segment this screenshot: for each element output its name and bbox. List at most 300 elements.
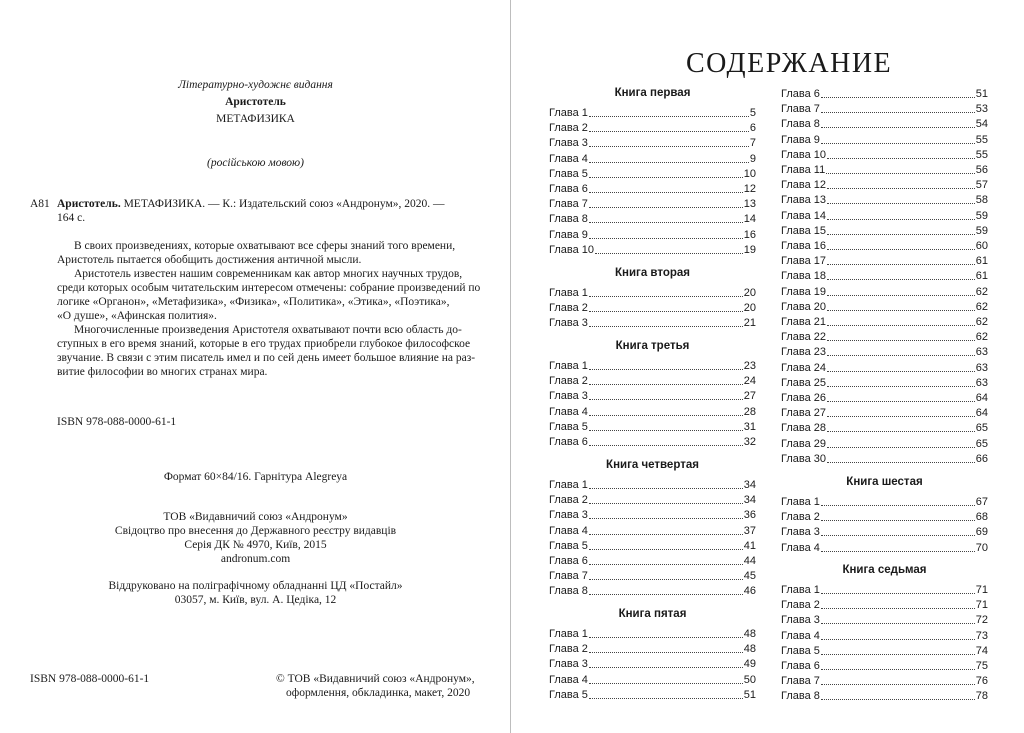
toc-entry[interactable]: [781, 177, 988, 192]
toc-page-number: 37: [743, 524, 756, 537]
toc-chapter-label: Глава 4: [781, 629, 820, 642]
toc-page-number: 48: [743, 643, 756, 656]
toc-entry[interactable]: [781, 360, 988, 375]
toc-dot-leader: [827, 234, 975, 235]
toc-chapter-label: Глава 3: [549, 509, 588, 522]
toc-page-number: 59: [975, 209, 988, 222]
toc-entry[interactable]: [781, 223, 988, 238]
toc-entry[interactable]: [549, 568, 756, 583]
imprint-page: [0, 0, 511, 733]
toc-entry[interactable]: [549, 404, 756, 419]
toc-entry[interactable]: [781, 688, 988, 703]
toc-dot-leader: [589, 326, 743, 327]
toc-page-number: 62: [975, 300, 988, 313]
toc-entry[interactable]: [549, 358, 756, 373]
publisher-line: Серія ДК № 4970, Київ, 2015: [184, 539, 327, 551]
abstract-line: Аристотель пытается обобщить достижения античной мысли.: [57, 254, 362, 266]
toc-dot-leader: [589, 238, 743, 239]
toc-chapter-label: Глава 3: [549, 137, 588, 150]
toc-entry[interactable]: [781, 116, 988, 131]
toc-dot-leader: [821, 684, 975, 685]
toc-page-number: 71: [975, 599, 988, 612]
toc-entry[interactable]: [781, 253, 988, 268]
toc-chapter-label: Глава 1: [549, 360, 588, 372]
toc-chapter-label: Глава 7: [549, 570, 588, 583]
toc-chapter-label: Глава 17: [781, 255, 827, 268]
toc-page-number: 54: [975, 118, 988, 131]
toc-entry[interactable]: [549, 523, 756, 538]
toc-book-title: Книга четвертая: [606, 459, 699, 471]
toc-dot-leader: [827, 219, 975, 220]
toc-page-number: 62: [975, 285, 988, 298]
toc-entry[interactable]: [549, 166, 756, 181]
toc-page-number: 62: [975, 331, 988, 344]
toc-dot-leader: [595, 253, 743, 254]
abstract-line: В своих произведениях, которые охватывают все сферы знаний того времени,: [74, 240, 456, 252]
toc-page-number: 69: [975, 526, 988, 539]
toc-entry[interactable]: [781, 162, 988, 177]
toc-dot-leader: [589, 131, 749, 132]
toc-entry[interactable]: [781, 612, 988, 627]
toc-chapter-label: Глава 28: [781, 422, 827, 435]
toc-dot-leader: [589, 399, 743, 400]
toc-entry[interactable]: [549, 672, 756, 687]
toc-page-number: 64: [975, 407, 988, 420]
toc-page-number: 62: [975, 316, 988, 328]
toc-page-number: 73: [975, 629, 988, 642]
toc-page-number: 61: [975, 270, 988, 283]
toc-dot-leader: [589, 192, 743, 193]
biblio-details: МЕТАФИЗИКА. — К.: Издательский союз «Андронум», 2020. —: [120, 198, 445, 210]
toc-entry[interactable]: [549, 583, 756, 598]
toc-dot-leader: [589, 518, 743, 519]
toc-page-number: 53: [975, 103, 988, 116]
toc-dot-leader: [821, 699, 975, 700]
abstract-line: среди которых особым читательским интересом отмечены: собрание произведений по: [57, 282, 481, 294]
toc-dot-leader: [827, 462, 975, 463]
toc-dot-leader: [821, 535, 975, 536]
toc-page-number: 32: [743, 436, 756, 448]
toc-page-number: 10: [743, 167, 756, 180]
toc-page-number: 27: [743, 390, 756, 403]
toc-chapter-label: Глава 6: [781, 660, 820, 672]
toc-entry[interactable]: [781, 494, 988, 509]
toc-chapter-label: Глава 15: [781, 224, 827, 237]
toc-chapter-label: Глава 8: [781, 118, 820, 131]
toc-dot-leader: [821, 669, 975, 670]
toc-chapter-label: Глава 12: [781, 179, 827, 192]
toc-dot-leader: [821, 520, 975, 521]
toc-page-number: 19: [743, 243, 756, 256]
abstract-line: Аристотель известен нашим современникам как автор многих научных трудов,: [74, 268, 463, 280]
toc-book-title: Книга пятая: [618, 608, 687, 620]
toc-entry[interactable]: [781, 509, 988, 524]
toc-dot-leader: [827, 310, 975, 311]
toc-chapter-label: Глава 3: [549, 658, 588, 671]
toc-entry[interactable]: [781, 390, 988, 405]
toc-page-number: 75: [975, 660, 988, 672]
toc-dot-leader: [589, 564, 743, 565]
toc-page-number: 65: [975, 437, 988, 450]
toc-chapter-label: Глава 3: [781, 526, 820, 539]
toc-chapter-label: Глава 9: [549, 228, 588, 241]
toc-chapter-label: Глава 7: [781, 675, 820, 688]
toc-chapter-label: Глава 27: [781, 407, 827, 420]
toc-chapter-label: Глава 8: [549, 585, 588, 598]
copyright-line: © ТОВ «Видавничий союз «Андронум»,: [276, 673, 475, 685]
toc-dot-leader: [589, 683, 743, 684]
toc-entry[interactable]: [549, 285, 756, 300]
toc-chapter-label: Глава 2: [549, 643, 588, 656]
toc-dot-leader: [821, 112, 975, 113]
toc-entry[interactable]: [549, 151, 756, 166]
toc-dot-leader: [821, 593, 975, 594]
toc-chapter-label: Глава 4: [781, 541, 820, 554]
toc-dot-leader: [821, 623, 975, 624]
toc-chapter-label: Глава 2: [549, 302, 588, 315]
toc-dot-leader: [589, 369, 743, 370]
toc-dot-leader: [821, 639, 975, 640]
toc-page-number: 61: [975, 255, 988, 268]
toc-dot-leader: [589, 445, 743, 446]
toc-dot-leader: [821, 654, 975, 655]
toc-dot-leader: [827, 295, 975, 296]
toc-chapter-label: Глава 24: [781, 361, 827, 374]
toc-chapter-label: Глава 3: [781, 614, 820, 627]
toc-chapter-label: Глава 1: [549, 107, 588, 119]
toc-entry[interactable]: [549, 373, 756, 388]
toc-page-number: 63: [975, 346, 988, 359]
toc-entry[interactable]: [781, 628, 988, 643]
toc-chapter-label: Глава 10: [549, 243, 595, 256]
toc-dot-leader: [821, 97, 975, 98]
toc-entry[interactable]: [549, 641, 756, 656]
toc-chapter-label: Глава 4: [549, 152, 588, 165]
toc-entry[interactable]: [549, 492, 756, 507]
toc-chapter-label: Глава 20: [781, 300, 827, 313]
toc-chapter-label: Глава 26: [781, 392, 827, 404]
toc-chapter-label: Глава 7: [781, 103, 820, 116]
toc-entry[interactable]: [781, 582, 988, 597]
toc-chapter-label: Глава 9: [781, 133, 820, 146]
toc-dot-leader: [589, 652, 743, 653]
toc-chapter-label: Глава 5: [549, 688, 588, 701]
toc-entry[interactable]: [781, 643, 988, 658]
toc-chapter-label: Глава 5: [549, 539, 588, 552]
toc-dot-leader: [827, 325, 975, 326]
toc-dot-leader: [821, 551, 975, 552]
toc-chapter-label: Глава 7: [549, 198, 588, 211]
toc-chapter-label: Глава 5: [549, 167, 588, 180]
abstract-line: звучание. В связи с этим писатель имел и по сей день имеет большое влияние на раз-: [57, 352, 476, 364]
toc-entry[interactable]: [781, 284, 988, 299]
toc-chapter-label: Глава 6: [549, 555, 588, 567]
toc-dot-leader: [827, 371, 975, 372]
toc-entry[interactable]: [549, 196, 756, 211]
toc-entry[interactable]: [781, 314, 988, 329]
toc-dot-leader: [827, 264, 975, 265]
abstract-line: Многочисленные произведения Аристотеля охватывают почти всю область до-: [74, 324, 462, 336]
toc-entry[interactable]: [549, 315, 756, 330]
page-divider: [510, 0, 511, 733]
isbn-main: ISBN 978-088-0000-61-1: [57, 416, 177, 428]
toc-dot-leader: [589, 637, 743, 638]
toc-entry[interactable]: [781, 101, 988, 116]
toc-dot-leader: [589, 415, 743, 416]
toc-entry[interactable]: [781, 673, 988, 688]
toc-dot-leader: [826, 173, 975, 174]
book-title: МЕТАФИЗИКА: [216, 113, 295, 125]
toc-entry[interactable]: [781, 540, 988, 555]
toc-entry[interactable]: [781, 192, 988, 207]
toc-entry[interactable]: [549, 419, 756, 434]
toc-chapter-label: Глава 23: [781, 346, 827, 359]
toc-chapter-label: Глава 6: [549, 436, 588, 448]
toc-dot-leader: [589, 311, 743, 312]
toc-entry[interactable]: [549, 135, 756, 150]
toc-entry[interactable]: [781, 299, 988, 314]
toc-dot-leader: [589, 594, 743, 595]
toc-chapter-label: Глава 8: [781, 690, 820, 703]
toc-entry[interactable]: [781, 420, 988, 435]
toc-dot-leader: [827, 249, 975, 250]
toc-dot-leader: [589, 296, 743, 297]
language-note: (російською мовою): [206, 157, 304, 169]
toc-book-title: Книга шестая: [846, 476, 923, 488]
toc-page-number: 16: [743, 228, 756, 241]
copyright-line: оформлення, обкладинка, макет, 2020: [286, 687, 471, 699]
toc-entry[interactable]: [549, 105, 756, 120]
printer-line: Віддруковано на поліграфічному обладнанні ЦД «Постайл»: [108, 580, 403, 592]
toc-book-title: Книга третья: [615, 340, 690, 352]
toc-dot-leader: [589, 116, 749, 117]
toc-entry[interactable]: [549, 507, 756, 522]
toc-chapter-label: Глава 16: [781, 240, 827, 252]
toc-chapter-label: Глава 25: [781, 376, 827, 389]
toc-page-number: 59: [975, 224, 988, 237]
toc-entry[interactable]: [549, 553, 756, 568]
biblio-author: Аристотель.: [57, 198, 121, 210]
toc-entry[interactable]: [781, 268, 988, 283]
toc-entry[interactable]: [781, 451, 988, 466]
toc-dot-leader: [589, 430, 743, 431]
toc-page-number: 56: [975, 164, 988, 176]
toc-chapter-label: Глава 29: [781, 437, 827, 450]
toc-entry[interactable]: [781, 405, 988, 420]
toc-chapter-label: Глава 13: [781, 194, 827, 207]
abstract-line: ступных в его время знаний, которые в его трудах приобрели глубокое философское: [57, 338, 471, 350]
toc-dot-leader: [589, 534, 743, 535]
toc-entry[interactable]: [781, 436, 988, 451]
toc-dot-leader: [589, 488, 743, 489]
toc-entry[interactable]: [781, 132, 988, 147]
toc-entry[interactable]: [549, 626, 756, 641]
toc-dot-leader: [827, 340, 975, 341]
toc-page-number: 74: [975, 644, 988, 657]
toc-entry[interactable]: [781, 147, 988, 162]
toc-entry[interactable]: [549, 181, 756, 196]
publisher-line: andronum.com: [220, 553, 291, 565]
toc-chapter-label: Глава 30: [781, 452, 827, 465]
toc-page-number: 24: [743, 375, 756, 388]
toc-page-number: 20: [743, 287, 756, 299]
toc-chapter-label: Глава 5: [781, 644, 820, 657]
toc-chapter-label: Глава 4: [549, 673, 588, 686]
toc-entry[interactable]: [549, 211, 756, 226]
toc-page-number: 60: [975, 240, 988, 252]
toc-dot-leader: [589, 549, 743, 550]
toc-entry[interactable]: [549, 538, 756, 553]
toc-page-number: 68: [975, 511, 988, 524]
toc-chapter-label: Глава 2: [549, 375, 588, 388]
toc-dot-leader: [827, 447, 975, 448]
toc-dot-leader: [589, 667, 743, 668]
toc-page-number: 34: [743, 494, 756, 507]
toc-book-title: Книга первая: [614, 87, 691, 99]
toc-dot-leader: [827, 203, 975, 204]
publisher-line: Свідоцтво про внесення до Державного реєстру видавців: [114, 525, 397, 537]
toc-chapter-label: Глава 21: [781, 316, 827, 328]
toc-page-number: 12: [743, 183, 756, 195]
toc-page-number: 45: [743, 570, 756, 583]
toc-dot-leader: [589, 503, 743, 504]
toc-page-number: 65: [975, 422, 988, 435]
toc-dot-leader: [821, 143, 975, 144]
toc-page-number: 41: [743, 539, 756, 552]
toc-page-number: 55: [975, 148, 988, 161]
bibliographic-line: [57, 197, 445, 211]
toc-chapter-label: Глава 4: [549, 405, 588, 418]
toc-page-number: 6: [749, 122, 756, 135]
toc-dot-leader: [827, 355, 975, 356]
toc-page-number: 20: [743, 302, 756, 315]
toc-entry[interactable]: [549, 300, 756, 315]
toc-dot-leader: [827, 416, 975, 417]
toc-dot-leader: [589, 177, 743, 178]
catalog-code: А81: [30, 198, 50, 210]
toc-dot-leader: [589, 146, 749, 147]
abstract-line: «О душе», «Афинская полития».: [57, 310, 217, 322]
toc-entry[interactable]: [549, 477, 756, 492]
toc-page-number: 23: [743, 360, 756, 372]
toc-dot-leader: [827, 431, 975, 432]
toc-chapter-label: Глава 1: [549, 628, 588, 640]
toc-entry[interactable]: [549, 242, 756, 257]
toc-dot-leader: [827, 279, 975, 280]
toc-chapter-label: Глава 19: [781, 285, 827, 298]
toc-dot-leader: [589, 222, 743, 223]
format-line: Формат 60×84/16. Гарнітура Alegreya: [163, 471, 348, 483]
toc-entry[interactable]: [549, 388, 756, 403]
toc-page-number: 67: [975, 496, 988, 508]
toc-chapter-label: Глава 2: [549, 494, 588, 507]
toc-dot-leader: [589, 207, 743, 208]
biblio-pages: 164 с.: [57, 212, 86, 224]
toc-page-number: 51: [975, 88, 988, 100]
toc-page-number: 13: [743, 198, 756, 211]
abstract-line: витие философии во многих странах мира.: [57, 366, 268, 378]
author-name: Аристотель: [225, 96, 286, 108]
toc-entry[interactable]: [781, 329, 988, 344]
toc-book-title: Книга седьмая: [842, 564, 927, 576]
toc-book-title: Книга вторая: [615, 267, 690, 279]
toc-chapter-label: Глава 4: [549, 524, 588, 537]
toc-page-number: 78: [975, 690, 988, 703]
toc-page-number: 63: [975, 361, 988, 374]
toc-dot-leader: [827, 158, 975, 159]
toc-page-number: 63: [975, 376, 988, 389]
toc-entry[interactable]: [781, 238, 988, 253]
toc-chapter-label: Глава 1: [781, 496, 820, 508]
toc-chapter-label: Глава 2: [781, 599, 820, 612]
printer-line: 03057, м. Київ, вул. А. Цедіка, 12: [174, 594, 337, 606]
toc-page-number: 34: [743, 479, 756, 491]
toc-entry[interactable]: [781, 375, 988, 390]
toc-chapter-label: Глава 22: [781, 331, 827, 344]
toc-entry[interactable]: [781, 208, 988, 223]
toc-page-number: 5: [749, 107, 756, 119]
toc-chapter-label: Глава 1: [781, 584, 820, 596]
toc-entry[interactable]: [549, 227, 756, 242]
toc-chapter-label: Глава 11: [781, 164, 826, 176]
toc-chapter-label: Глава 1: [549, 479, 588, 491]
toc-page-number: 7: [749, 137, 756, 150]
toc-page-number: 71: [975, 584, 988, 596]
toc-page-number: 21: [743, 317, 756, 330]
toc-chapter-label: Глава 8: [549, 213, 588, 226]
toc-page-number: 48: [743, 628, 756, 640]
toc-dot-leader: [589, 579, 743, 580]
toc-entry[interactable]: [781, 344, 988, 359]
toc-chapter-label: Глава 3: [549, 390, 588, 403]
toc-dot-leader: [821, 127, 975, 128]
abstract-line: логике «Органон», «Метафизика», «Физика», «Политика», «Этика», «Поэтика»,: [57, 296, 450, 308]
toc-page-number: 46: [743, 585, 756, 598]
toc-dot-leader: [821, 608, 975, 609]
toc-page-number: 66: [975, 452, 988, 465]
toc-page-number: 64: [975, 392, 988, 404]
genre-line: Літературно-художнє видання: [178, 79, 333, 91]
toc-entry[interactable]: [781, 658, 988, 673]
publisher-line: ТОВ «Видавничий союз «Андронум»: [163, 511, 348, 523]
toc-page-number: 49: [743, 658, 756, 671]
toc-entry[interactable]: [549, 120, 756, 135]
toc-entry[interactable]: [781, 86, 988, 101]
toc-chapter-label: Глава 2: [781, 511, 820, 524]
toc-page-number: 55: [975, 133, 988, 146]
toc-chapter-label: Глава 2: [549, 122, 588, 135]
toc-dot-leader: [827, 401, 975, 402]
toc-page-number: 14: [743, 213, 756, 226]
isbn-footer: ISBN 978-088-0000-61-1: [30, 673, 150, 685]
contents-title: СОДЕРЖАНИЕ: [686, 48, 893, 79]
toc-entry[interactable]: [781, 597, 988, 612]
toc-chapter-label: Глава 14: [781, 209, 827, 222]
toc-page-number: 70: [975, 541, 988, 554]
toc-chapter-label: Глава 5: [549, 420, 588, 433]
toc-entry[interactable]: [549, 434, 756, 449]
toc-entry[interactable]: [549, 656, 756, 671]
toc-page-number: 9: [749, 152, 756, 165]
toc-chapter-label: Глава 6: [549, 183, 588, 195]
toc-dot-leader: [589, 162, 749, 163]
toc-entry[interactable]: [549, 687, 756, 702]
toc-page-number: 28: [743, 405, 756, 418]
toc-page-number: 58: [975, 194, 988, 207]
toc-entry[interactable]: [781, 524, 988, 539]
toc-page-number: 72: [975, 614, 988, 627]
toc-chapter-label: Глава 10: [781, 148, 827, 161]
